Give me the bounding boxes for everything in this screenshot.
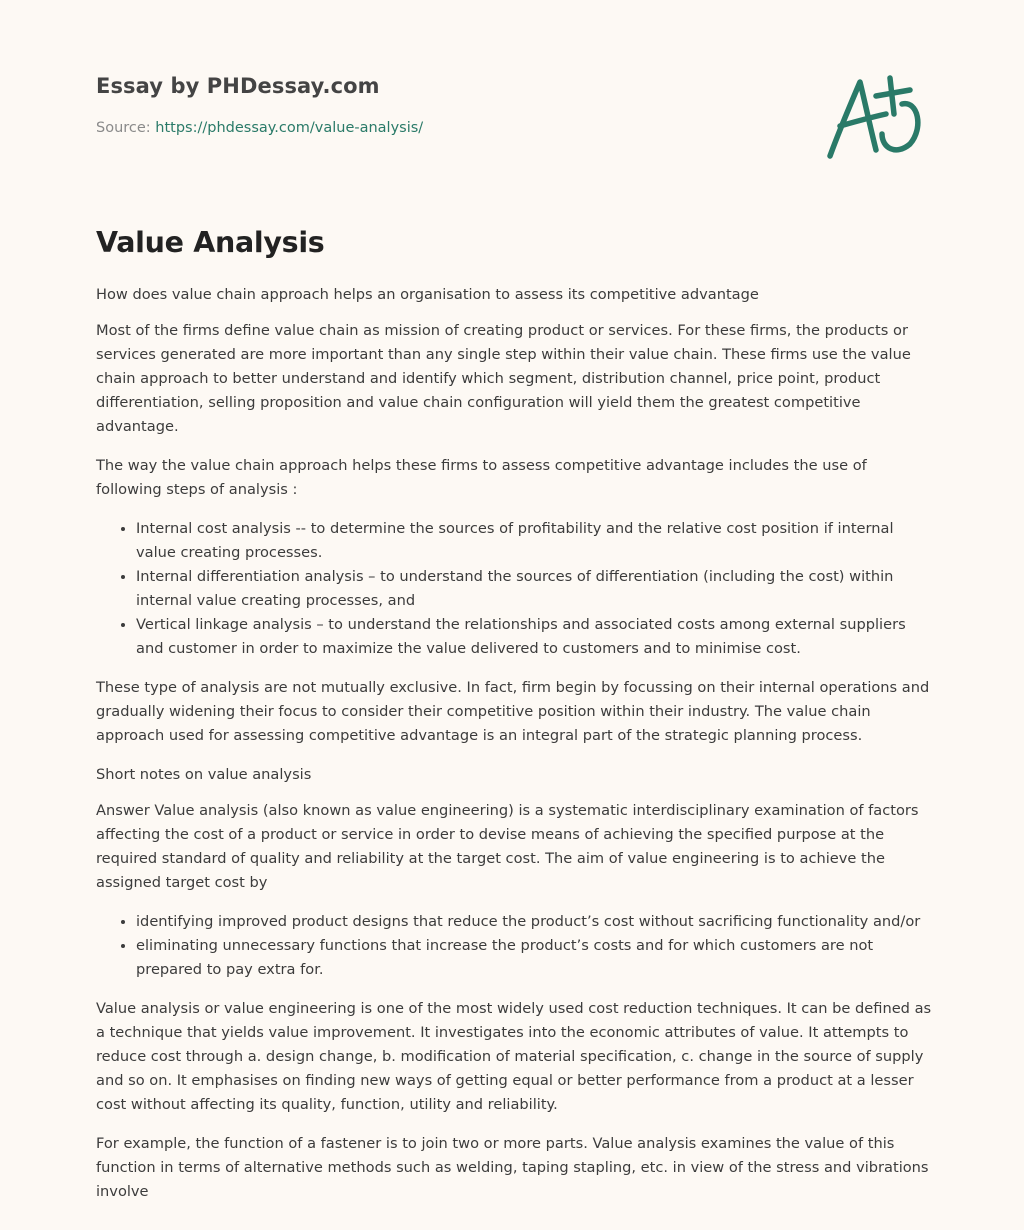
source-line bbox=[96, 120, 928, 136]
list-item: • Vertical linkage analysis – to understand the relationships and associated costs among external suppliers and customer in order to maximize the value delivered to customers and to minimise cost. bbox=[136, 613, 932, 661]
paragraph: These type of analysis are not mutually exclusive. In fact, firm begin by focussing on their internal operations and gradually widening their focus to consider their competitive position within their industry. The value chain approach used for assessing competitive advantage is an integral part of the strategic planning process. bbox=[96, 679, 930, 744]
question-heading: How does value chain approach helps an organisation to assess its competitive advantage bbox=[96, 286, 759, 303]
essay-title: Value Analysis bbox=[96, 226, 325, 259]
list-item: • Internal differentiation analysis – to understand the sources of differentiation (including the cost) within internal value creating processes, and bbox=[136, 565, 932, 613]
paragraph: Value analysis or value engineering is one of the most widely used cost reduction techniques. It can be defined as a technique that yields value improvement. It investigates into the economic attributes of value. It attempts to reduce cost through a. design change, b. modification of material specification, c. change in the source of supply and so on. It emphasises on finding new ways of getting equal or better performance from a product at a lesser cost without affecting its quality, function, utility and reliability. bbox=[96, 1000, 932, 1113]
question-heading: Short notes on value analysis bbox=[96, 766, 312, 783]
paragraph: For example, the function of a fastener is to join two or more parts. Value analysis examines the value of this function in terms of alternative methods such as welding, taping stapling, etc. in view of the stress and vibrations involve bbox=[96, 1135, 929, 1200]
page-header bbox=[96, 74, 928, 174]
source-link[interactable]: https://phdessay.com/value-analysis/ bbox=[155, 120, 424, 136]
source-label: Source: bbox=[96, 120, 151, 136]
list-item: • Internal cost analysis -- to determine the sources of profitability and the relative cost position if internal value creating processes. bbox=[136, 517, 932, 565]
value-engineering-list bbox=[96, 910, 932, 982]
paragraph: Most of the firms define value chain as mission of creating product or services. For these firms, the products or services generated are more important than any single step within their value chain. These firms use the value chain approach to better understand and identify which segment, distribution channel, price point, product differentiation, selling proposition and value chain configuration will yield them the greatest competitive advantage. bbox=[96, 322, 911, 435]
essay-content bbox=[96, 226, 932, 1219]
site-title: Essay by PHDessay.com bbox=[96, 74, 380, 98]
paragraph: The way the value chain approach helps these firms to assess competitive advantage includes the use of following steps of analysis : bbox=[96, 457, 867, 498]
list-item: • identifying improved product designs that reduce the product’s cost without sacrificing functionality and/or bbox=[136, 910, 932, 934]
analysis-steps-list bbox=[96, 517, 932, 661]
paragraph: Answer Value analysis (also known as value engineering) is a systematic interdisciplinary examination of factors affecting the cost of a product or service in order to devise means of achieving the specified purpose at the required standard of quality and reliability at the target cost. The aim of value engineering is to achieve the assigned target cost by bbox=[96, 802, 919, 891]
list-item: • eliminating unnecessary functions that increase the product’s costs and for which customers are not prepared to pay extra for. bbox=[136, 934, 932, 982]
a-plus-logo-icon bbox=[824, 70, 928, 162]
